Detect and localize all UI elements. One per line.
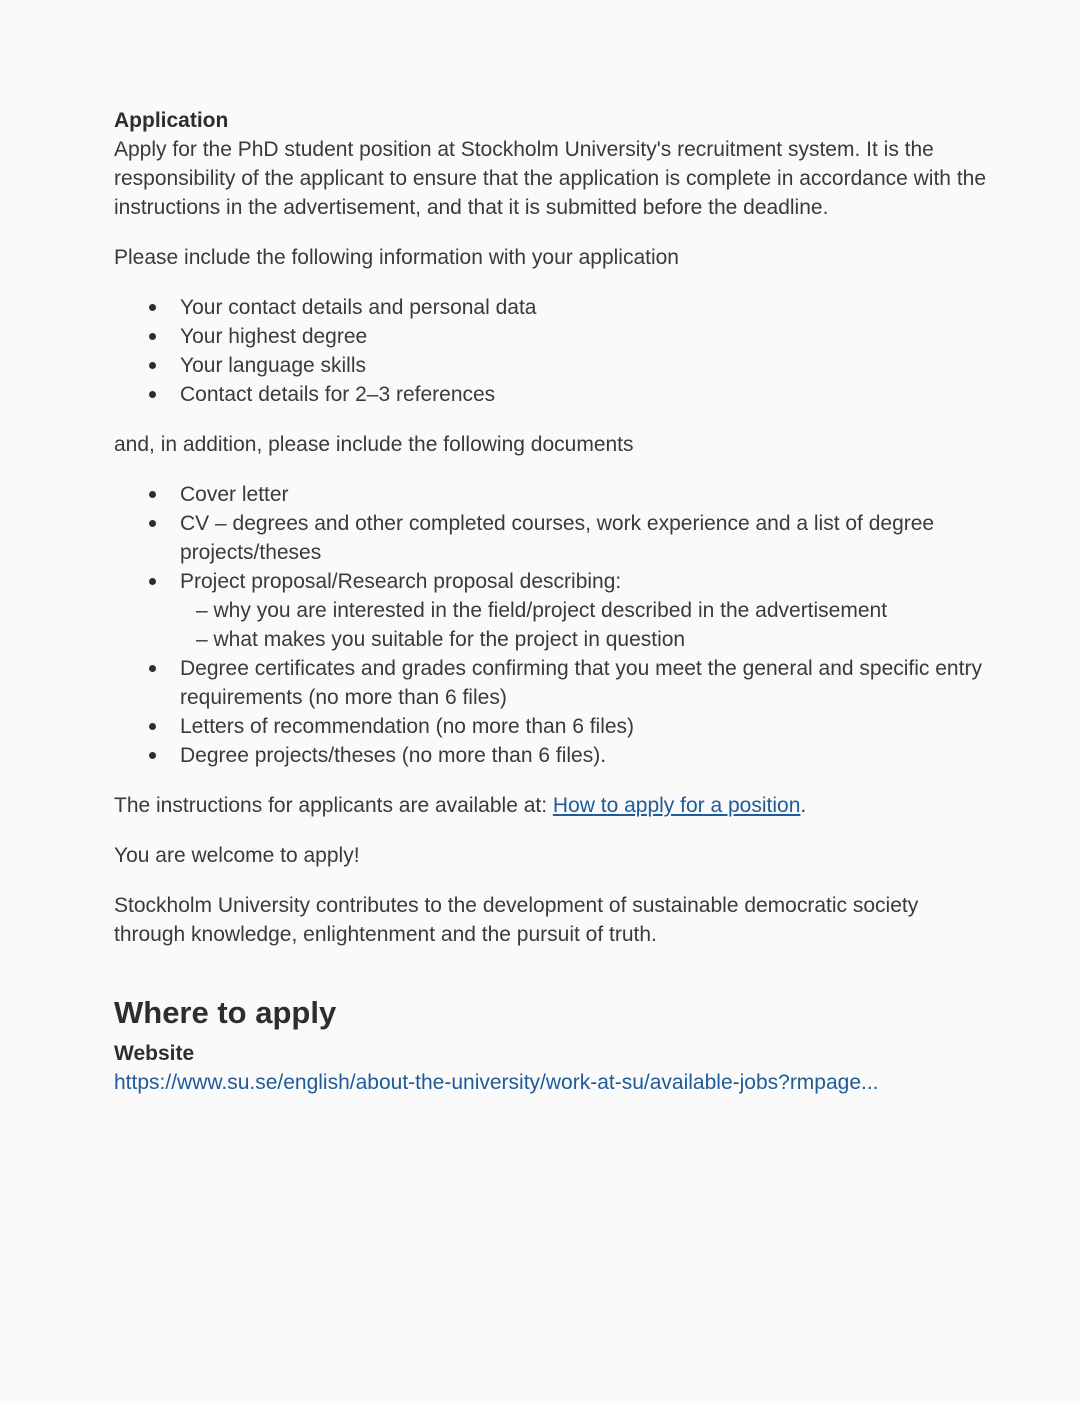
application-heading: Application: [114, 109, 229, 132]
proposal-sub-item: – what makes you suitable for the project in question: [196, 628, 686, 651]
info-lead: Please include the following information with your application: [114, 246, 679, 269]
list-item: Your highest degree: [114, 322, 994, 351]
application-intro: Apply for the PhD student position at Stockholm University's recruitment system. It is the responsibility of the applicant to ensure that the application is complete in accordance with the instructions in the advertisement, and that it is submitted before the deadline.: [114, 138, 987, 219]
instructions-paragraph: [114, 791, 994, 820]
list-item: Degree projects/theses (no more than 6 files).: [114, 741, 994, 770]
how-to-apply-link[interactable]: How to apply for a position: [552, 794, 801, 817]
list-item: Degree certificates and grades confirming that you meet the general and specific entry requirements (no more than 6 files): [114, 654, 994, 712]
document-page: [114, 106, 994, 1097]
list-item: Your language skills: [114, 351, 994, 380]
list-item: Your contact details and personal data: [114, 293, 994, 322]
website-label: Website: [114, 1042, 195, 1065]
docs-lead: and, in addition, please include the following documents: [114, 433, 634, 456]
instructions-prefix: The instructions for applicants are available at:: [114, 794, 553, 817]
info-list: [114, 293, 994, 409]
instructions-suffix: .: [800, 794, 807, 817]
mission-text: Stockholm University contributes to the development of sustainable democratic society through knowledge, enlightenment and the pursuit of truth.: [114, 894, 919, 946]
website-url-link[interactable]: https://www.su.se/english/about-the-university/work-at-su/available-jobs?rmpage...: [114, 1071, 879, 1094]
welcome-text: You are welcome to apply!: [114, 844, 360, 867]
list-item: Contact details for 2–3 references: [114, 380, 994, 409]
list-item: [114, 567, 994, 654]
where-to-apply-heading: Where to apply: [114, 995, 337, 1030]
list-item: Letters of recommendation (no more than 6 files): [114, 712, 994, 741]
proposal-sub-item: – why you are interested in the field/project described in the advertisement: [196, 599, 888, 622]
list-item: CV – degrees and other completed courses, work experience and a list of degree projects/theses: [114, 509, 994, 567]
list-item: Cover letter: [114, 480, 994, 509]
docs-list: [114, 480, 994, 770]
proposal-label: Project proposal/Research proposal describing:: [180, 570, 622, 593]
